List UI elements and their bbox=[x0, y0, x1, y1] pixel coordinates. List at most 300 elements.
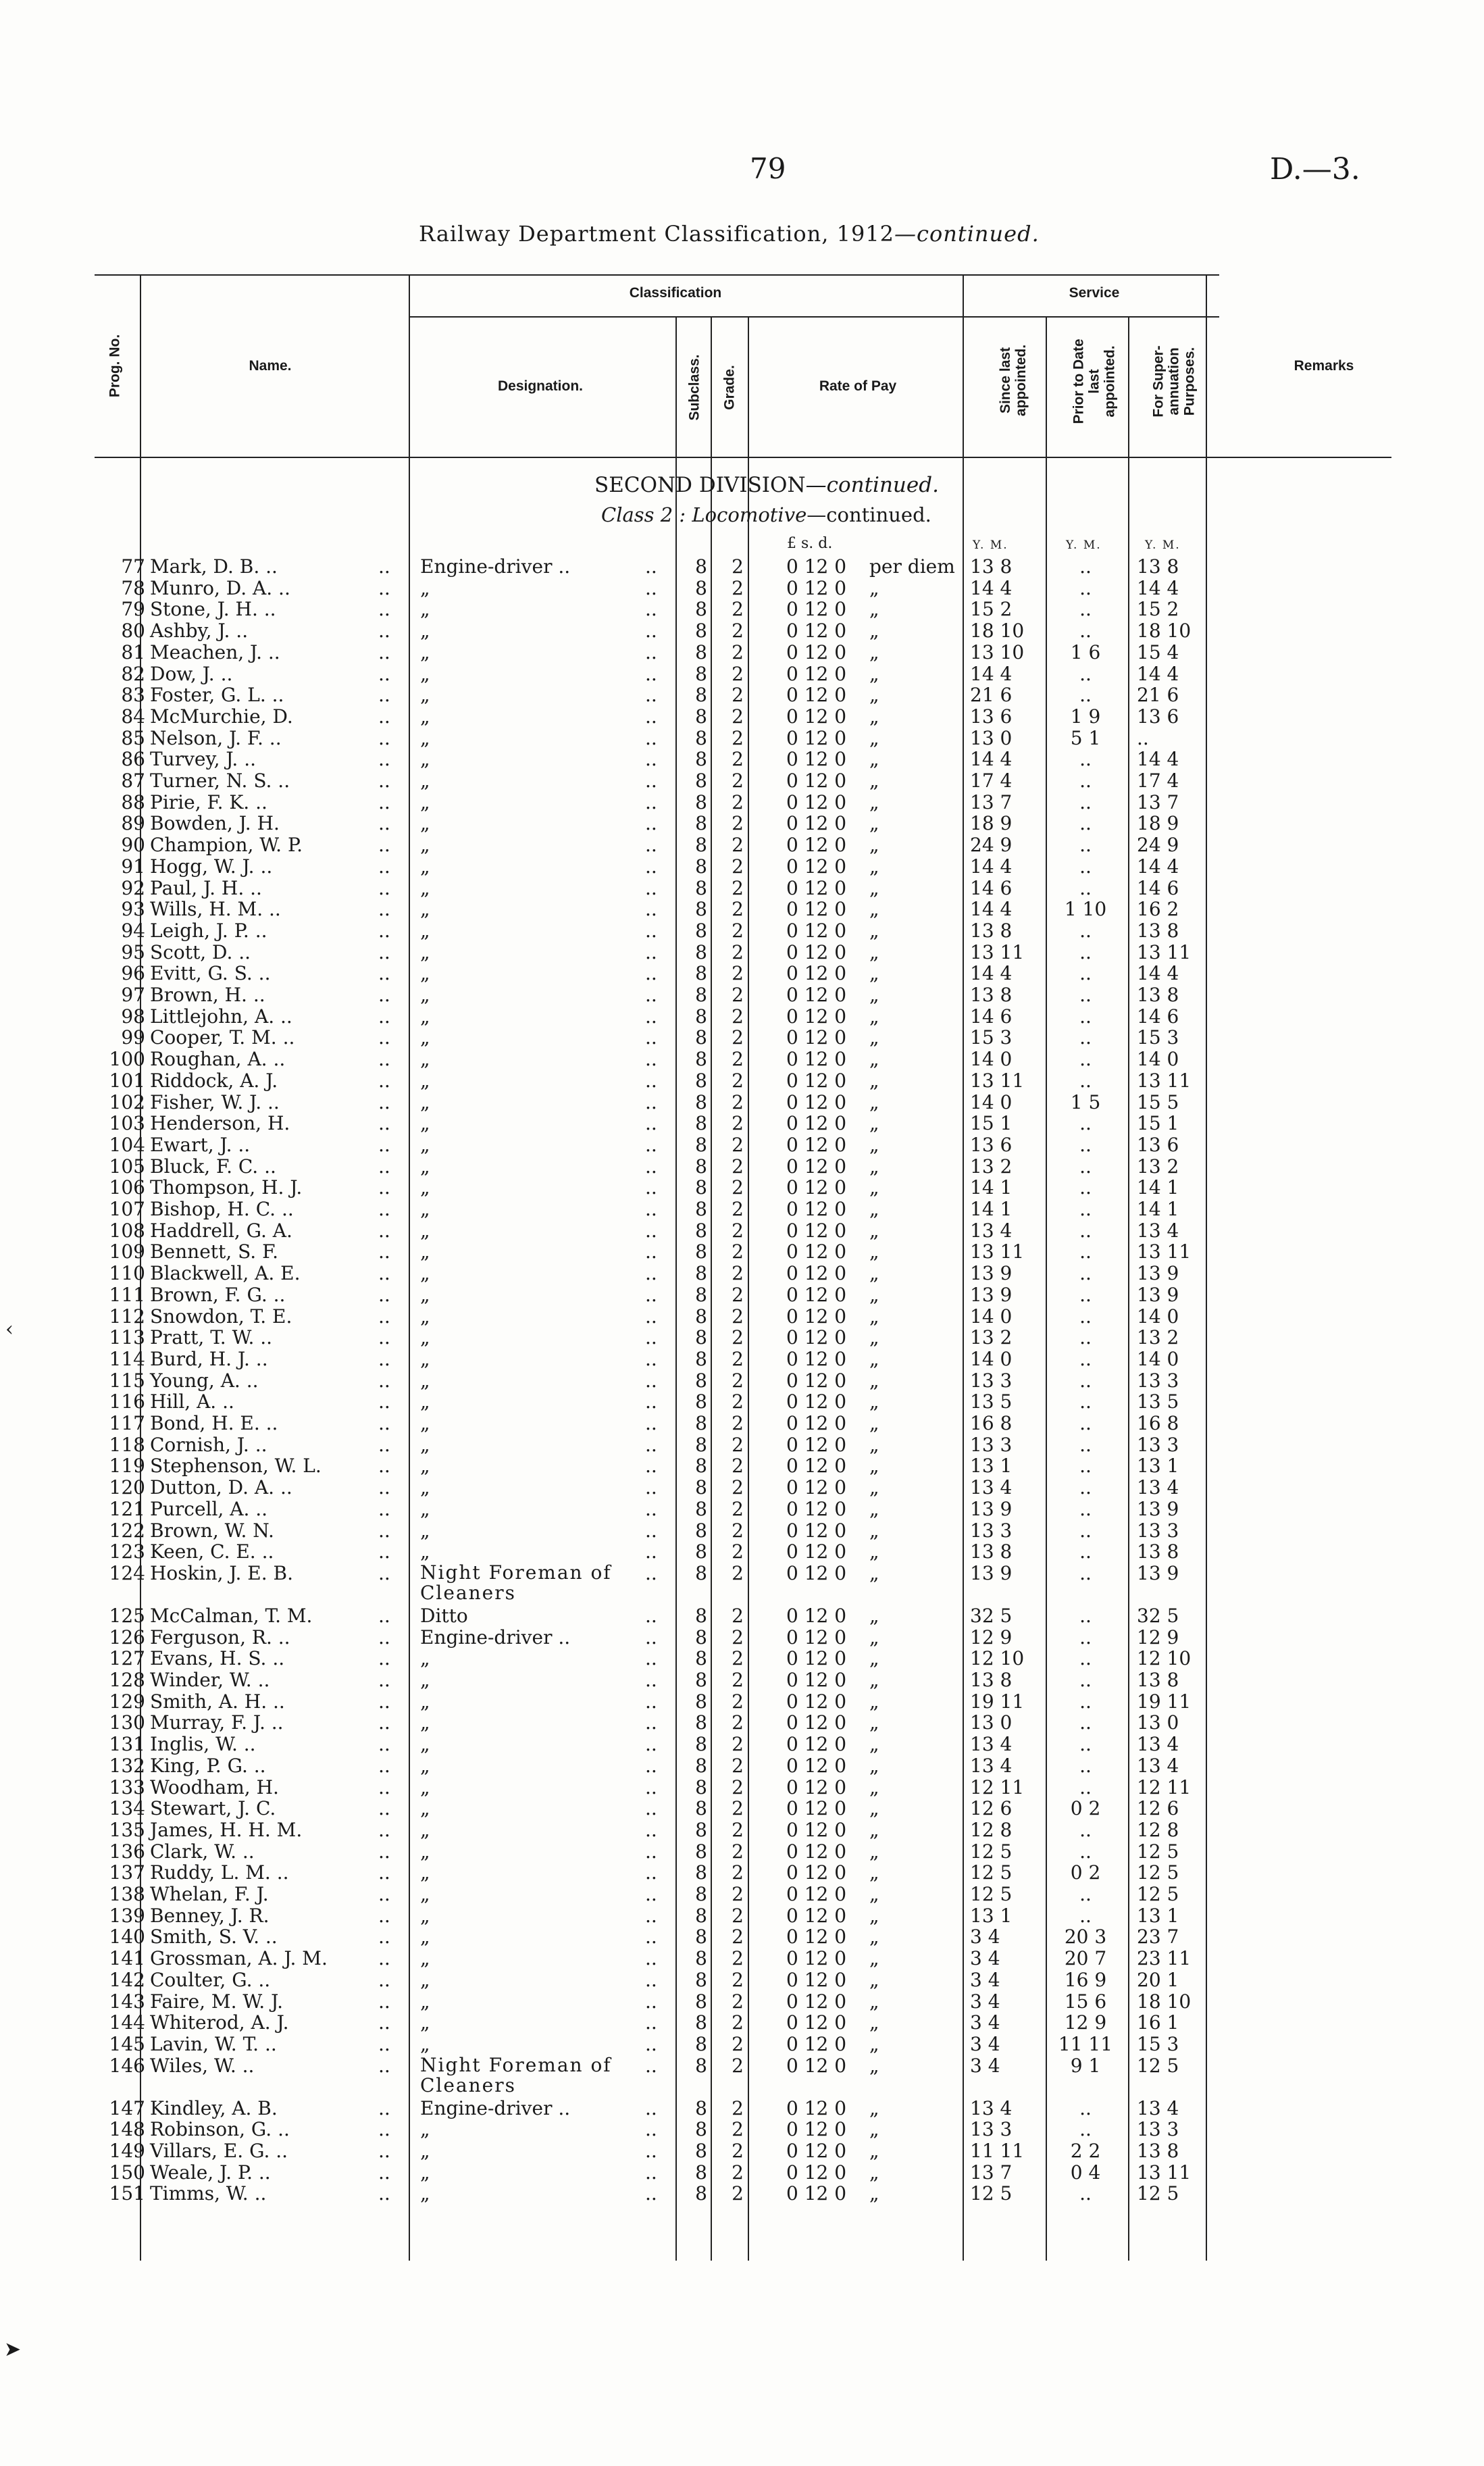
service-prior: .. bbox=[1079, 1219, 1092, 1242]
designation: „ bbox=[420, 1797, 430, 1820]
service-prior: .. bbox=[1079, 834, 1092, 857]
leader-dots: .. bbox=[378, 1133, 390, 1156]
service-prior: .. bbox=[1079, 1540, 1092, 1563]
service-superannuation: 18 10 bbox=[1137, 1990, 1192, 2013]
leader-dots: .. bbox=[645, 1626, 657, 1649]
service-superannuation: 12 9 bbox=[1137, 1626, 1179, 1649]
per-diem: „ bbox=[869, 1519, 879, 1542]
service-superannuation: 13 5 bbox=[1137, 1390, 1179, 1413]
leader-dots: .. bbox=[645, 1262, 657, 1285]
leader-dots: .. bbox=[378, 2161, 390, 2184]
service-superannuation: 14 6 bbox=[1137, 1005, 1179, 1028]
grade: 2 bbox=[732, 576, 744, 599]
table-row bbox=[0, 578, 1484, 599]
subclass: 8 bbox=[695, 1968, 707, 1991]
service-prior: .. bbox=[1079, 919, 1092, 942]
leader-dots: .. bbox=[645, 1711, 657, 1734]
leader-dots: .. bbox=[645, 2011, 657, 2034]
table-row bbox=[0, 1199, 1484, 1220]
per-diem: „ bbox=[869, 1733, 879, 1756]
designation: „ bbox=[420, 919, 430, 942]
prog-number: 128 bbox=[109, 1669, 145, 1691]
employee-name: Bennett, S. F. bbox=[150, 1240, 279, 1263]
grade: 2 bbox=[732, 2118, 744, 2141]
rate-of-pay: 0 12 0 bbox=[786, 1305, 847, 1328]
rate-of-pay: 0 12 0 bbox=[786, 1283, 847, 1306]
grade: 2 bbox=[732, 1540, 744, 1563]
employee-name: Timms, W. .. bbox=[150, 2182, 267, 2205]
leader-dots: .. bbox=[378, 919, 390, 942]
service-superannuation: .. bbox=[1137, 726, 1149, 749]
employee-name: Foster, G. L. .. bbox=[150, 684, 284, 707]
table-row bbox=[0, 1648, 1484, 1669]
leader-dots: .. bbox=[645, 1005, 657, 1028]
leader-dots: .. bbox=[645, 1690, 657, 1713]
table-row bbox=[0, 1306, 1484, 1328]
service-superannuation: 15 5 bbox=[1137, 1090, 1179, 1113]
service-since-last: 3 4 bbox=[970, 2011, 1000, 2034]
prog-number: 96 bbox=[121, 962, 145, 985]
employee-name: Snowdon, T. E. bbox=[150, 1305, 292, 1328]
leader-dots: .. bbox=[645, 2140, 657, 2162]
service-since-last: 32 5 bbox=[970, 1604, 1013, 1627]
service-prior: .. bbox=[1079, 1711, 1092, 1734]
header-top-rule bbox=[95, 274, 1219, 276]
class-heading bbox=[601, 503, 931, 526]
designation: „ bbox=[420, 1947, 430, 1970]
service-since-last: 13 4 bbox=[970, 2096, 1013, 2119]
service-prior: .. bbox=[1079, 1497, 1092, 1520]
service-superannuation: 13 8 bbox=[1137, 1540, 1179, 1563]
subclass: 8 bbox=[695, 1133, 707, 1156]
per-diem: „ bbox=[869, 1604, 879, 1627]
service-since-last: 14 1 bbox=[970, 1198, 1013, 1220]
leader-dots: .. bbox=[645, 726, 657, 749]
subclass: 8 bbox=[695, 1947, 707, 1970]
table-row bbox=[0, 1841, 1484, 1863]
rate-of-pay: 0 12 0 bbox=[786, 812, 847, 835]
prog-number: 149 bbox=[109, 2140, 145, 2162]
grade: 2 bbox=[732, 1347, 744, 1370]
table-row bbox=[0, 706, 1484, 728]
service-since-last: 17 4 bbox=[970, 770, 1013, 792]
table-row bbox=[0, 1862, 1484, 1884]
per-diem: „ bbox=[869, 855, 879, 878]
designation: „ bbox=[420, 640, 430, 663]
table-row bbox=[0, 1969, 1484, 1991]
leader-dots: .. bbox=[645, 855, 657, 878]
leader-dots: .. bbox=[645, 2096, 657, 2119]
service-superannuation: 16 2 bbox=[1137, 898, 1179, 921]
service-prior: .. bbox=[1079, 748, 1092, 771]
leader-dots: .. bbox=[645, 2161, 657, 2184]
prog-number: 113 bbox=[109, 1326, 145, 1349]
table-row bbox=[0, 728, 1484, 749]
service-prior: .. bbox=[1079, 1561, 1092, 1584]
table-row bbox=[0, 1327, 1484, 1349]
service-since-last: 13 8 bbox=[970, 1669, 1013, 1691]
employee-name: Purcell, A. .. bbox=[150, 1497, 268, 1520]
rate-of-pay: 0 12 0 bbox=[786, 1240, 847, 1263]
employee-name: Scott, D. .. bbox=[150, 940, 251, 963]
subclass: 8 bbox=[695, 2161, 707, 2184]
employee-name: Munro, D. A. .. bbox=[150, 576, 290, 599]
leader-dots: .. bbox=[645, 1305, 657, 1328]
rate-of-pay: 0 12 0 bbox=[786, 620, 847, 643]
grade: 2 bbox=[732, 555, 744, 578]
table-row bbox=[0, 1499, 1484, 1520]
service-prior: .. bbox=[1079, 1455, 1092, 1478]
designation: Engine-driver .. bbox=[420, 555, 571, 578]
service-superannuation: 12 6 bbox=[1137, 1797, 1179, 1820]
service-superannuation: 13 11 bbox=[1137, 2161, 1192, 2184]
grade: 2 bbox=[732, 812, 744, 835]
rate-of-pay: 0 12 0 bbox=[786, 1347, 847, 1370]
leader-dots: .. bbox=[645, 1176, 657, 1199]
designation: „ bbox=[420, 1926, 430, 1948]
table-row bbox=[0, 1884, 1484, 1905]
table-row bbox=[0, 1241, 1484, 1263]
service-prior: .. bbox=[1079, 1433, 1092, 1456]
leader-dots: .. bbox=[645, 1497, 657, 1520]
prog-number: 125 bbox=[109, 1604, 145, 1627]
grade: 2 bbox=[732, 1048, 744, 1071]
service-since-last: 3 4 bbox=[970, 1926, 1000, 1948]
service-prior: 1 9 bbox=[1070, 705, 1101, 728]
table-row bbox=[0, 1563, 1484, 1606]
service-since-last: 14 4 bbox=[970, 855, 1013, 878]
per-diem: „ bbox=[869, 1561, 879, 1584]
service-prior: .. bbox=[1079, 1776, 1092, 1798]
service-since-last: 18 10 bbox=[970, 620, 1025, 643]
rate-of-pay: 0 12 0 bbox=[786, 1797, 847, 1820]
leader-dots: .. bbox=[645, 555, 657, 578]
prog-number: 91 bbox=[121, 855, 145, 878]
employee-name: Fisher, W. J. .. bbox=[150, 1090, 280, 1113]
rate-of-pay: 0 12 0 bbox=[786, 1840, 847, 1863]
subclass: 8 bbox=[695, 1604, 707, 1627]
designation: „ bbox=[420, 1711, 430, 1734]
service-superannuation: 12 5 bbox=[1137, 1861, 1179, 1884]
table-row bbox=[0, 1477, 1484, 1499]
service-prior: .. bbox=[1079, 940, 1092, 963]
table-row bbox=[0, 684, 1484, 706]
grade: 2 bbox=[732, 1283, 744, 1306]
service-since-last: 14 0 bbox=[970, 1305, 1013, 1328]
service-since-last: 14 4 bbox=[970, 662, 1013, 685]
service-superannuation: 23 11 bbox=[1137, 1947, 1192, 1970]
subclass: 8 bbox=[695, 1369, 707, 1392]
table-row bbox=[0, 942, 1484, 963]
table-row bbox=[0, 1926, 1484, 1948]
employee-name: Stewart, J. C. bbox=[150, 1797, 276, 1820]
employee-name: Riddock, A. J. bbox=[150, 1069, 278, 1092]
subclass: 8 bbox=[695, 1626, 707, 1649]
rate-of-pay: 0 12 0 bbox=[786, 2161, 847, 2184]
leader-dots: .. bbox=[645, 812, 657, 835]
prog-number: 147 bbox=[109, 2096, 145, 2119]
designation: „ bbox=[420, 598, 430, 621]
leader-dots: .. bbox=[378, 2032, 390, 2055]
employee-name: Woodham, H. bbox=[150, 1776, 279, 1798]
table-row bbox=[0, 2012, 1484, 2034]
service-superannuation: 13 8 bbox=[1137, 1669, 1179, 1691]
per-diem: „ bbox=[869, 1647, 879, 1670]
prog-number: 117 bbox=[109, 1412, 145, 1434]
header-grade: Grade. bbox=[721, 365, 738, 410]
subclass: 8 bbox=[695, 962, 707, 985]
designation: „ bbox=[420, 962, 430, 985]
subclass: 8 bbox=[695, 2140, 707, 2162]
service-since-last: 13 6 bbox=[970, 1133, 1013, 1156]
designation: Engine-driver .. bbox=[420, 1626, 571, 1649]
designation: „ bbox=[420, 2182, 430, 2205]
per-diem: „ bbox=[869, 1283, 879, 1306]
leader-dots: .. bbox=[645, 1968, 657, 1991]
rate-of-pay: 0 12 0 bbox=[786, 1990, 847, 2013]
division-name: SECOND DIVISION bbox=[594, 473, 806, 497]
grade: 2 bbox=[732, 2054, 744, 2077]
leader-dots: .. bbox=[645, 1733, 657, 1756]
prog-number: 145 bbox=[109, 2032, 145, 2055]
table-row bbox=[0, 556, 1484, 578]
document-code: D.—3. bbox=[1270, 152, 1360, 186]
per-diem: „ bbox=[869, 1305, 879, 1328]
leader-dots: .. bbox=[378, 1968, 390, 1991]
leader-dots: .. bbox=[645, 2182, 657, 2205]
employee-name: Turner, N. S. .. bbox=[150, 770, 290, 792]
prog-number: 80 bbox=[121, 620, 145, 643]
per-diem: „ bbox=[869, 1369, 879, 1392]
service-since-last: 13 6 bbox=[970, 705, 1013, 728]
service-since-last: 12 9 bbox=[970, 1626, 1013, 1649]
leader-dots: .. bbox=[645, 1240, 657, 1263]
leader-dots: .. bbox=[378, 855, 390, 878]
service-superannuation: 14 1 bbox=[1137, 1176, 1179, 1199]
leader-dots: .. bbox=[645, 1326, 657, 1349]
rate-of-pay: 0 12 0 bbox=[786, 2032, 847, 2055]
service-since-last: 13 9 bbox=[970, 1561, 1013, 1584]
per-diem: „ bbox=[869, 1455, 879, 1478]
designation: „ bbox=[420, 2140, 430, 2162]
subclass: 8 bbox=[695, 1347, 707, 1370]
service-prior: .. bbox=[1079, 1669, 1092, 1691]
grade: 2 bbox=[732, 1947, 744, 1970]
rate-of-pay: 0 12 0 bbox=[786, 1561, 847, 1584]
header-prog-no: Prog. No. bbox=[107, 334, 123, 398]
table-row bbox=[0, 899, 1484, 920]
service-prior: .. bbox=[1079, 1155, 1092, 1178]
designation: „ bbox=[420, 812, 430, 835]
prog-number: 114 bbox=[109, 1347, 145, 1370]
grade: 2 bbox=[732, 726, 744, 749]
prog-number: 142 bbox=[109, 1968, 145, 1991]
grade: 2 bbox=[732, 1262, 744, 1285]
employee-name: Brown, H. .. bbox=[150, 984, 265, 1006]
service-since-last: 13 5 bbox=[970, 1390, 1013, 1413]
leader-dots: .. bbox=[645, 1604, 657, 1627]
service-superannuation: 13 4 bbox=[1137, 1219, 1179, 1242]
rate-of-pay: 0 12 0 bbox=[786, 1626, 847, 1649]
grade: 2 bbox=[732, 1219, 744, 1242]
service-since-last: 14 4 bbox=[970, 898, 1013, 921]
grade: 2 bbox=[732, 1390, 744, 1413]
leader-dots: .. bbox=[645, 1069, 657, 1092]
grade: 2 bbox=[732, 940, 744, 963]
designation: „ bbox=[420, 662, 430, 685]
service-prior: .. bbox=[1079, 1262, 1092, 1285]
employee-name: Brown, W. N. bbox=[150, 1519, 274, 1542]
prog-number: 103 bbox=[109, 1112, 145, 1135]
grade: 2 bbox=[732, 598, 744, 621]
service-prior: .. bbox=[1079, 1133, 1092, 1156]
leader-dots: .. bbox=[378, 1797, 390, 1820]
leader-dots: .. bbox=[378, 1754, 390, 1777]
per-diem: „ bbox=[869, 984, 879, 1006]
per-diem: „ bbox=[869, 2118, 879, 2141]
table-row bbox=[0, 984, 1484, 1006]
prog-number: 131 bbox=[109, 1733, 145, 1756]
per-diem: „ bbox=[869, 940, 879, 963]
per-diem: „ bbox=[869, 790, 879, 813]
designation: „ bbox=[420, 576, 430, 599]
employee-name: Inglis, W. .. bbox=[150, 1733, 256, 1756]
service-since-last: 13 1 bbox=[970, 1904, 1013, 1927]
leader-dots: .. bbox=[645, 662, 657, 685]
employee-name: Mark, D. B. .. bbox=[150, 555, 278, 578]
rate-of-pay: 0 12 0 bbox=[786, 2140, 847, 2162]
grade: 2 bbox=[732, 962, 744, 985]
rate-of-pay: 0 12 0 bbox=[786, 2054, 847, 2077]
service-prior: .. bbox=[1079, 662, 1092, 685]
leader-dots: .. bbox=[645, 684, 657, 707]
leader-dots: .. bbox=[645, 898, 657, 921]
grade: 2 bbox=[732, 1604, 744, 1627]
prog-number: 134 bbox=[109, 1797, 145, 1820]
rate-of-pay: 0 12 0 bbox=[786, 1733, 847, 1756]
prog-number: 123 bbox=[109, 1540, 145, 1563]
employee-name: Turvey, J. .. bbox=[150, 748, 257, 771]
service-since-last: 13 8 bbox=[970, 1540, 1013, 1563]
grade: 2 bbox=[732, 770, 744, 792]
service-superannuation: 16 8 bbox=[1137, 1412, 1179, 1434]
leader-dots: .. bbox=[378, 1347, 390, 1370]
designation: „ bbox=[420, 726, 430, 749]
prog-number: 150 bbox=[109, 2161, 145, 2184]
leader-dots: .. bbox=[378, 834, 390, 857]
subclass: 8 bbox=[695, 2032, 707, 2055]
rate-of-pay: 0 12 0 bbox=[786, 2182, 847, 2205]
service-since-last: 13 1 bbox=[970, 1455, 1013, 1478]
employee-name: McMurchie, D. bbox=[150, 705, 293, 728]
rate-of-pay: 0 12 0 bbox=[786, 1926, 847, 1948]
header-since-last: Since last appointed. bbox=[998, 344, 1029, 417]
leader-dots: .. bbox=[645, 1347, 657, 1370]
leader-dots: .. bbox=[378, 1240, 390, 1263]
subclass: 8 bbox=[695, 855, 707, 878]
service-superannuation: 18 9 bbox=[1137, 812, 1179, 835]
grade: 2 bbox=[732, 1519, 744, 1542]
leader-dots: .. bbox=[645, 1198, 657, 1220]
table-row bbox=[0, 1605, 1484, 1627]
subclass: 8 bbox=[695, 1090, 707, 1113]
grade: 2 bbox=[732, 1112, 744, 1135]
rate-of-pay: 0 12 0 bbox=[786, 1818, 847, 1841]
grade: 2 bbox=[732, 1904, 744, 1927]
leader-dots: .. bbox=[378, 1026, 390, 1049]
service-superannuation: 15 2 bbox=[1137, 598, 1179, 621]
per-diem: „ bbox=[869, 705, 879, 728]
table-row bbox=[0, 770, 1484, 792]
service-prior: .. bbox=[1079, 1412, 1092, 1434]
prog-number: 120 bbox=[109, 1476, 145, 1499]
grade: 2 bbox=[732, 1733, 744, 1756]
subclass: 8 bbox=[695, 1818, 707, 1841]
subclass: 8 bbox=[695, 640, 707, 663]
subclass: 8 bbox=[695, 770, 707, 792]
service-prior: .. bbox=[1079, 1647, 1092, 1670]
subclass: 8 bbox=[695, 919, 707, 942]
leader-dots: .. bbox=[378, 1776, 390, 1798]
service-prior: .. bbox=[1079, 684, 1092, 707]
subclass: 8 bbox=[695, 1990, 707, 2013]
per-diem: „ bbox=[869, 1711, 879, 1734]
leader-dots: .. bbox=[645, 1026, 657, 1049]
subclass: 8 bbox=[695, 1861, 707, 1884]
rate-of-pay: 0 12 0 bbox=[786, 790, 847, 813]
employee-name: Pirie, F. K. .. bbox=[150, 790, 267, 813]
prog-number: 139 bbox=[109, 1904, 145, 1927]
service-since-last: 13 3 bbox=[970, 1433, 1013, 1456]
per-diem: „ bbox=[869, 2182, 879, 2205]
service-prior: 15 6 bbox=[1064, 1990, 1107, 2013]
service-superannuation: 23 7 bbox=[1137, 1926, 1179, 1948]
per-diem: „ bbox=[869, 1497, 879, 1520]
service-prior: .. bbox=[1079, 1240, 1092, 1263]
header-for-super: For Super- annuation Purposes. bbox=[1150, 345, 1198, 418]
leader-dots: .. bbox=[378, 984, 390, 1006]
per-diem: „ bbox=[869, 1776, 879, 1798]
designation: „ bbox=[420, 770, 430, 792]
table-row bbox=[0, 2119, 1484, 2140]
service-superannuation: 13 7 bbox=[1137, 790, 1179, 813]
service-prior: 0 2 bbox=[1070, 1861, 1101, 1884]
per-diem: „ bbox=[869, 1690, 879, 1713]
leader-dots: .. bbox=[378, 1540, 390, 1563]
employee-name: Ewart, J. .. bbox=[150, 1133, 251, 1156]
header-bottom-rule bbox=[95, 457, 1391, 458]
table-row bbox=[0, 2140, 1484, 2162]
service-prior: .. bbox=[1079, 1176, 1092, 1199]
service-prior: .. bbox=[1079, 790, 1092, 813]
prog-number: 102 bbox=[109, 1090, 145, 1113]
rate-of-pay: 0 12 0 bbox=[786, 1455, 847, 1478]
table-row bbox=[0, 1349, 1484, 1370]
designation: „ bbox=[420, 748, 430, 771]
leader-dots: .. bbox=[645, 748, 657, 771]
employee-name: Pratt, T. W. .. bbox=[150, 1326, 273, 1349]
employee-name: Smith, S. V. .. bbox=[150, 1926, 278, 1948]
per-diem: „ bbox=[869, 1133, 879, 1156]
service-since-last: 3 4 bbox=[970, 2032, 1000, 2055]
rate-of-pay: 0 12 0 bbox=[786, 1176, 847, 1199]
employee-name: Cornish, J. .. bbox=[150, 1433, 267, 1456]
subclass: 8 bbox=[695, 748, 707, 771]
service-superannuation: 13 2 bbox=[1137, 1326, 1179, 1349]
service-prior: .. bbox=[1079, 1626, 1092, 1649]
designation: „ bbox=[420, 1733, 430, 1756]
header-name: Name. bbox=[249, 358, 292, 374]
